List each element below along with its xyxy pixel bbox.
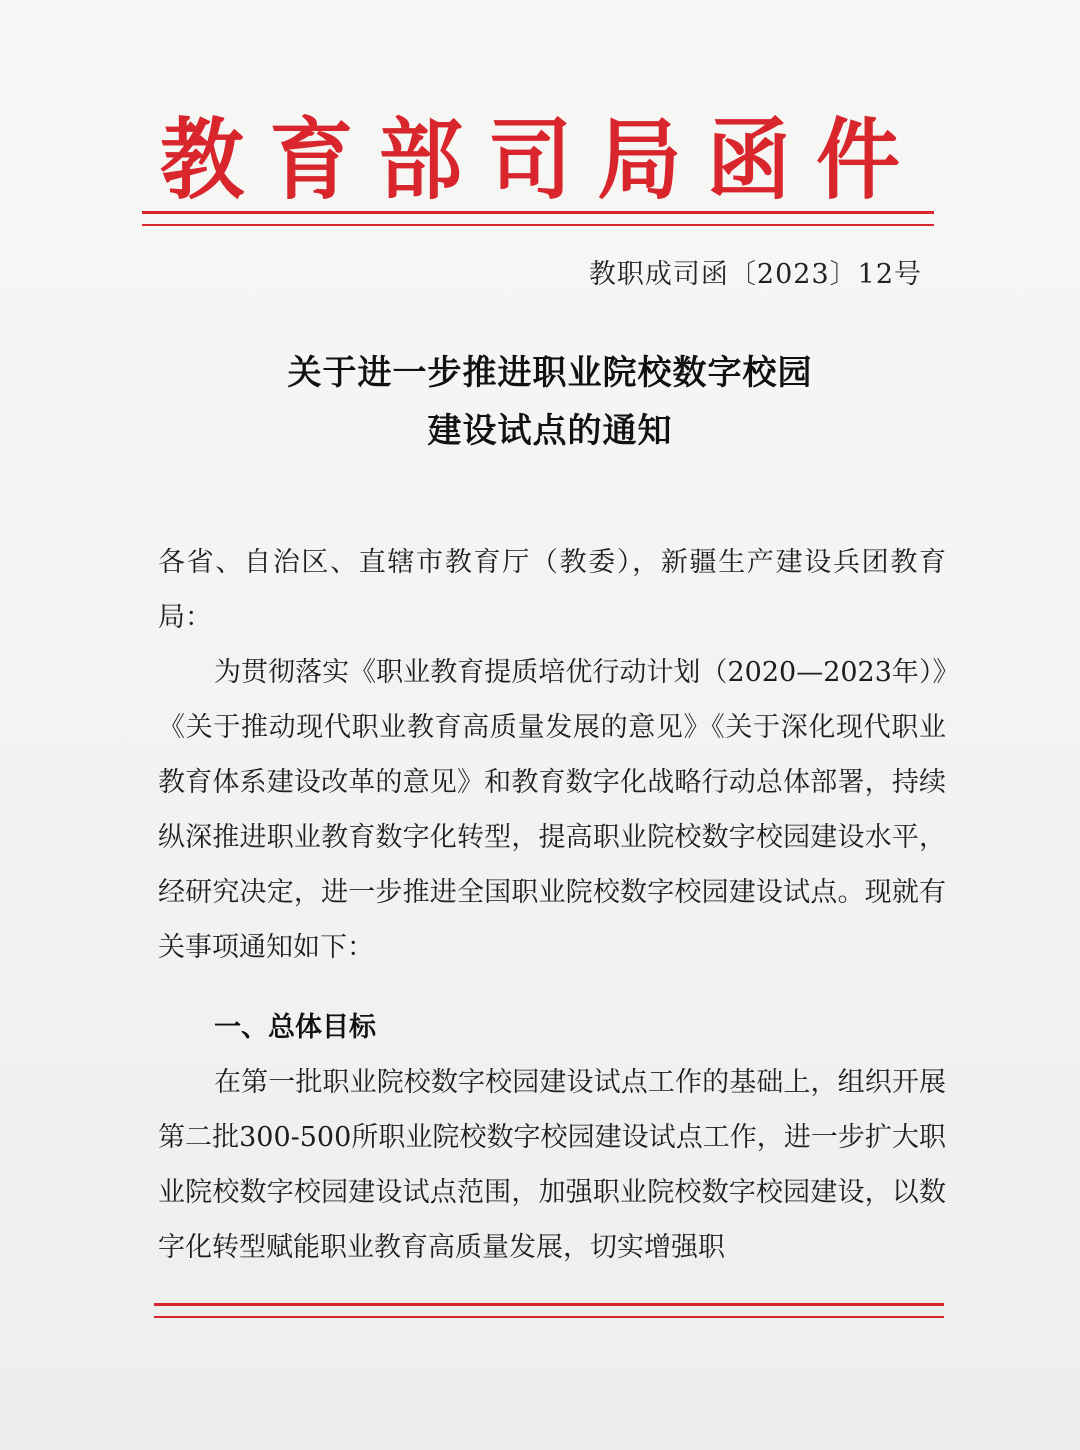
- paragraph-intro-text: 为贯彻落实《职业教育提质培优行动计划（2020—2023年）》《关于推动现代职业教育高质量发展的意见》《关于深化现代职业教育体系建设改革的意见》和教育数字化战略行动总体部署，持续纵深推进职业教育数字化转型，提高职业院校数字校园建设水平，经研究决定，进一步推进全国职业院校数字校园建设试点。现就有关事项通知如下：: [158, 657, 946, 963]
- letterhead-char: 函: [706, 108, 791, 212]
- letterhead-char: 司: [487, 108, 572, 212]
- paragraph-goals: [158, 1055, 946, 1275]
- letterhead-title: [160, 105, 900, 215]
- footer-rule-top: [154, 1303, 944, 1306]
- letterhead-rule-bottom: [142, 224, 934, 226]
- letterhead-rule-top: [142, 211, 934, 214]
- addressee-text: 各省、自治区、直辖市教育厅（教委），新疆生产建设兵团教育局：: [158, 547, 946, 633]
- letterhead-char: 育: [269, 108, 354, 212]
- document-title-line1: 关于进一步推进职业院校数字校园: [287, 353, 813, 393]
- letterhead-char: 件: [815, 108, 900, 212]
- document-number: 教职成司函〔2023〕12号: [588, 259, 922, 290]
- section-heading-1: 一、总体目标: [214, 1012, 376, 1043]
- letterhead-char: 局: [597, 108, 682, 212]
- paragraph-goals-text: 在第一批职业院校数字校园建设试点工作的基础上，组织开展第二批300-500所职业院校数字校园建设试点工作，进一步扩大职业院校数字校园建设试点范围，加强职业院校数字校园建设，以数字化转型赋能职业教育高质量发展，切实增强职: [158, 1067, 946, 1263]
- paragraph-intro: [158, 645, 946, 975]
- footer-rule-bottom: [154, 1316, 944, 1318]
- letterhead-char: 教: [160, 108, 245, 212]
- document-title-line2: 建设试点的通知: [427, 411, 673, 451]
- letterhead-char: 部: [378, 108, 463, 212]
- addressee: [158, 535, 946, 645]
